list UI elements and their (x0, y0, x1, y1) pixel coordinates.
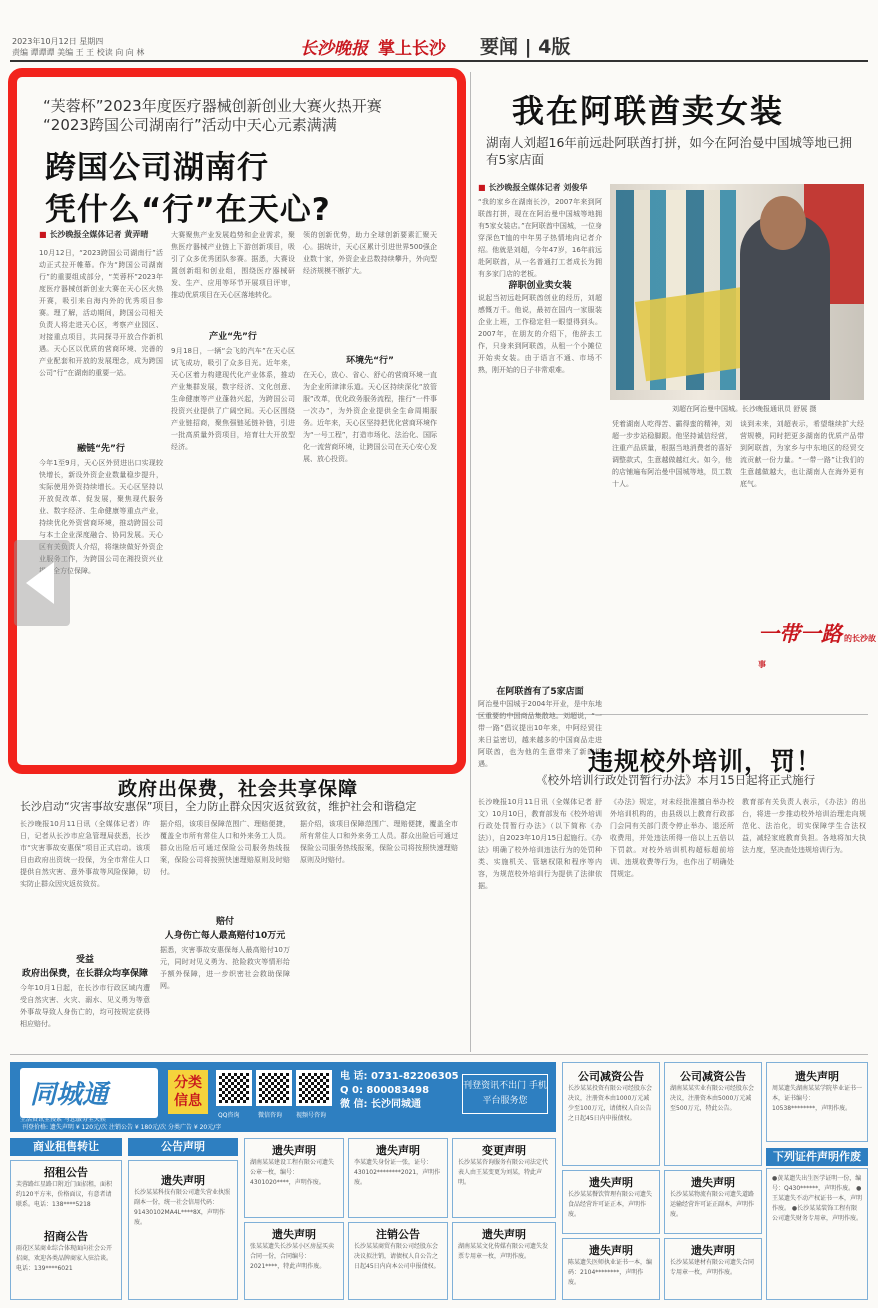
highlighted-article[interactable] (8, 68, 466, 774)
qr-label-video: 视频号咨询 (296, 1112, 327, 1119)
bottom-left-body-4: 据悉，灾害事故安惠保每人最高赔付10万元，同时对见义勇为、抢险救灾等情形给予额外保障，进一步织密社会救助保障网。 (160, 946, 290, 990)
bottom-left-body-3: 据介绍，该项目保障范围广、理赔便捷，覆盖全市所有常住人口和外来务工人员。群众出险后可通过保险公司服务热线报案，保险公司将按照快速理赔原则及时赔付。 (160, 820, 290, 876)
classified-notice: 刊登资讯不出门 手机平台服务您 (462, 1074, 548, 1114)
column-divider (470, 72, 471, 1052)
highlighted-col3-text-2: 在天心，放心、省心、舒心的营商环境一直为企业所津津乐道。天心区持续深化“放管服”改革，优化政务服务流程，推行“一件事一次办”，为外资企业提供全生命周期服务。近年来，天心区坚持把优化营商环境作为“一号工程”，打造市场化、法治化、国际化一流营商环境，让跨国公司在天心安心发展、放心投资。 (303, 371, 437, 463)
belt-road-logo-sub: 的长沙故事 (758, 634, 876, 669)
ad-text: 长沙某某餐饮管理有限公司遗失食品经营许可证正本，声明作废。 (568, 1191, 653, 1218)
ad-title: 遗失声明 (482, 1228, 526, 1241)
ad-text: 湖南某某文化传媒有限公司遗失发票专用章一枚，声明作废。 (458, 1243, 549, 1260)
video-qr-code-icon[interactable] (296, 1070, 332, 1106)
highlighted-subtitle-1: “芙蓉杯”2023年度医疗器械创新创业大赛火热开赛 (43, 97, 382, 115)
highlighted-subtitles (43, 97, 382, 135)
qr-label-qq: QQ咨询 (218, 1112, 240, 1119)
ad-text: 张某某遗失长沙某小区房屋买卖合同一份，合同编号：2021****，特此声明作废。 (250, 1243, 335, 1270)
main-article-body-3-lead: 阿治曼中国城于2004年开业，是中东地区重要的中国商品集散地。刘超说，“一带一路”倡议提出10年来，中阿经贸往来日益密切，越来越多的中国商品走进阿联酋，也为他的生意带来了新的机遇。 (478, 700, 602, 768)
row-divider (10, 1054, 868, 1055)
header-divider (10, 60, 868, 62)
main-article-body-4: 谈到未来，刘超表示，希望继续扩大经营规模，同时把更多湖南的优质产品带到阿联酋，为家乡与中东地区的经贸交流贡献一份力量。“一带一路”让我们的生意越做越大，也让湖南人在海外更有底气。 (740, 420, 864, 488)
highlighted-col3-subhead: 环境先“行” (346, 356, 394, 366)
highlighted-title (45, 147, 331, 231)
photo-caption: 刘超在阿治曼中国城。长沙晚报通讯员 舒展 摄 (672, 405, 817, 413)
bottom-left-subhead-2b: 人身伤亡每人最高赔付10万元 (164, 931, 286, 941)
highlighted-col2-text: 大赛聚焦产业发展趋势和企业需求，聚焦医疗器械产业链上下游创新项目，吸引了众多优秀团队参赛。据悉，大赛设置创新组和创业组，围绕医疗器械研发、生产、应用等环节开展项目评审，推动优质项目在天心区落地转化。 (171, 231, 295, 299)
belt-road-logo (758, 618, 878, 672)
ad-title: 遗失声明 (272, 1228, 316, 1241)
ad-text: 陈某遗失医师执业证书一本，编码：2104********，声明作废。 (568, 1259, 653, 1286)
ad-text: 长沙某某物流有限公司遗失道路运输经营许可证正副本，声明作废。 (670, 1191, 755, 1218)
highlighted-col1-text-2: 今年1至9月，天心区外贸进出口实现较快增长，新设外资企业数量稳步提升，实际使用外资持续增长。天心区坚持以开放促改革、促发展，聚焦现代服务业、数字经济、生命健康等重点产业，持续优化外资营商环境，推动跨国公司与本土企业深度融合、协同发展。天心区有关负责人介绍，将继续做好外资企业服务工作，为跨国公司在湘投资兴业提供全方位保障。 (39, 459, 163, 575)
highlighted-title-line-2: 凭什么“行”在天心? (45, 192, 331, 228)
main-article-intro: “我的家乡在湖南长沙，2007年来到阿联酋打拼，现在在阿治曼中国城等地拥有5家女装店。”在阿联酋中国城，一位身穿深色T恤的中年男子热情地向记者介绍。他就是刘超，今年47岁，16年前远赴阿联酋，从一名普通打工者成长为拥有多家门店的老板。 (478, 198, 602, 278)
main-article-title: 我在阿联酋卖女装 (512, 92, 785, 130)
bottom-left-subtitle: 长沙启动“灾害事故安惠保”项目，全力防止群众因灾返贫致贫，维护社会和谐稳定 (20, 800, 417, 813)
contact-qq: Q 0: 800083498 (340, 1085, 430, 1096)
violation-article-title: 违规校外培训，罚！ (588, 747, 823, 776)
bottom-left-subhead-2: 赔付 (215, 917, 234, 927)
category-certs: 下列证件声明作废 (766, 1148, 868, 1166)
bottom-left-body-2: 今年10月1日起，在长沙市行政区域内遭受自然灾害、火灾、溺水、见义勇为等意外事故导致人身伤亡的，均可按规定获得相应赔付。 (20, 984, 150, 1028)
classified-price-line: 刊登价格: 遗失声明 ¥ 120元/次 注销公告 ¥ 180元/次 分类广告 ¥ 20元/字 (22, 1124, 222, 1131)
ad-title: 遗失声明 (589, 1176, 633, 1189)
paper-slogan: 掌上长沙 (378, 39, 446, 59)
violation-article-subtitle: 《校外培训行政处罚暂行办法》本月15日起将正式施行 (536, 773, 816, 787)
ad-title: 遗失声明 (589, 1244, 633, 1257)
qr-label-wechat: 微信咨询 (258, 1112, 283, 1119)
bottom-left-title: 政府出保费，社会共享保障 (118, 778, 359, 800)
ad-title: 遗失声明 (691, 1176, 735, 1189)
main-article-byline: ■ 长沙晚报全媒体记者 刘俊华 (478, 182, 587, 193)
highlighted-col2-text-2: 9月18日，一辆“会飞的汽车”在天心区试飞成功，吸引了众多目光。近年来，天心区着力构建现代化产业体系，推动产业集群发展，数字经济、文化创意、生命健康等产业蓬勃兴起，为跨国公司投资兴业提供了广阔空间。天心区围绕产业链招商，聚焦强链延链补链，引进一批高质量外资项目，培育壮大开放型经济。 (171, 347, 295, 451)
ad-text: 湖南某某建设工程有限公司遗失公章一枚，编号：4301020****，声明作废。 (250, 1159, 335, 1186)
main-article-photo (610, 184, 864, 400)
main-article-subtitle: 湖南人刘超16年前远赴阿联酋打拼，如今在阿治曼中国城等地已拥有5家店面 (486, 135, 852, 167)
section-label: 要闻 | 4版 (480, 36, 571, 58)
highlighted-col1-text: 10月12日，“2023跨国公司湖南行”活动正式拉开帷幕。作为“跨国公司湖南行”的重要组成部分，“芙蓉杯”2023年度医疗器械创新创业大赛在天心区火热开赛，吸引来自海内外的优秀项目参赛。理了解，活动期间，跨国公司相关负责人将走进天心区，考察产业园区、对接重点项目，共同探寻开放合作新机遇。天心区以优质的营商环境、完善的产业配套和开放的发展理念，成为跨国公司“行”在湖南的重要一站。 (39, 249, 163, 377)
wechat-qr-code-icon[interactable] (256, 1070, 292, 1106)
belt-road-logo-text: 一带一路 (758, 622, 842, 646)
highlighted-title-line-1: 跨国公司湖南行 (45, 150, 269, 186)
ad-text: 雨花区某商业综合体现面向社会公开招商，欢迎各类品牌商家入驻洽谈。电话：139****6021 (16, 1245, 113, 1272)
contact-phone: 电 话: 0731-82206305 (340, 1071, 459, 1082)
category-business: 商业租售转让 (10, 1138, 122, 1156)
shop-owner-head (760, 196, 806, 250)
ad-text: 长沙某某咨询服务有限公司法定代表人由王某变更为刘某，特此声明。 (458, 1159, 549, 1186)
bottom-left-subhead-1b: 政府出保费，在长群众均享保障 (21, 969, 148, 979)
ad-title: 遗失声明 (691, 1244, 735, 1257)
ad-text: 长沙某某建材有限公司遗失合同专用章一枚，声明作废。 (670, 1259, 755, 1276)
ad-title: 遗失声明 (161, 1174, 205, 1187)
ad-title: 遗失声明 (795, 1070, 839, 1083)
ad-title: 注销公告 (376, 1228, 420, 1241)
ad-title: 招租公告 (44, 1166, 88, 1179)
header-date: 2023年10月12日 星期四 (12, 37, 104, 46)
header-editors: 责编 谭谭谭 美编 王 王 校读 向 向 林 (12, 48, 145, 57)
ad-title: 遗失声明 (272, 1144, 316, 1157)
paper-logo (300, 34, 446, 59)
category-public: 公告声明 (128, 1138, 238, 1156)
main-article-subhead-2: 在阿联酋有了5家店面 (496, 687, 584, 697)
ad-text: 李某遗失身份证一张，证号：430102********2021，声明作废。 (354, 1159, 441, 1186)
main-article-subhead-1: 辞职创业卖女装 (508, 281, 572, 291)
bottom-left-body-5: 据介绍，该项目保障范围广、理赔便捷，覆盖全市所有常住人口和外来务工人员。群众出险后可通过保险公司服务热线报案，保险公司将按照快速理赔原则及时赔付。 (300, 820, 458, 864)
ad-text: 长沙某某商贸有限公司经股东会决议拟注销，请债权人自公告之日起45日内向本公司申报债权。 (354, 1243, 440, 1270)
violation-body-3: 教育部有关负责人表示，《办法》的出台，将进一步推动校外培训治理走向规范化、法治化，切实保障学生合法权益，减轻家庭教育负担。各地将加大执法力度，坚决查处违规培训行为。 (742, 798, 866, 854)
highlighted-subtitle-2: “2023跨国公司湖南行”活动中天心元素满满 (43, 116, 337, 134)
ad-text: 长沙某某投资有限公司经股东会决议，注册资本由1000万元减少至100万元，请债权人自公告之日起45日内申报债权。 (568, 1085, 653, 1122)
classified-brand: 同城通 (20, 1068, 158, 1118)
classified-brand-sub: 生活资讯全搜索 与您服务全天候 (20, 1116, 106, 1123)
highlighted-col2-subhead: 产业“先”行 (209, 332, 257, 342)
ad-text: 长沙某某科技有限公司遗失营业执照副本一份，统一社会信用代码：91430102MA4L****8X，声明作废。 (134, 1189, 231, 1226)
main-article-body-1: 说起当初远赴阿联酋创业的经历，刘超感慨万千。他说，最初在国内一家服装企业上班，工作稳定但一眼望得到头。2007年，在朋友的介绍下，他辞去工作，只身来到阿联酋，从租一个小摊位开始卖女装。由于语言不通、市场不熟，刚开始的日子非常艰难。 (478, 294, 602, 374)
classified-ads (10, 1062, 868, 1300)
highlighted-col3-text: 领的创新优势，助力全球创新要素汇聚天心。据统计，天心区累计引进世界500强企业数十家，外资企业总数持续攀升，外向型经济规模不断扩大。 (303, 231, 437, 275)
ad-title: 公司减资公告 (680, 1070, 746, 1083)
ad-title: 公司减资公告 (578, 1070, 644, 1083)
highlighted-byline: ■ 长沙晚报全媒体记者 黄弄晴 (39, 229, 148, 240)
highlighted-col1-subhead: 融链“先”行 (77, 444, 125, 454)
classified-category-tag: 分类信息 (168, 1070, 208, 1114)
main-article-body-2: 凭着湖南人吃得苦、霸得蛮的精神，刘超一步步站稳脚跟。他坚持诚信经营，注重产品质量，根据当地消费者的喜好调整款式，生意越做越红火。如今，他的店铺遍布阿治曼中国城等地，员工数十人。 (612, 420, 732, 488)
paper-name: 长沙晚报 (300, 39, 368, 59)
ad-title: 变更声明 (482, 1144, 526, 1157)
ad-title: 遗失声明 (376, 1144, 420, 1157)
cert-list: ●黄某遗失出生医学证明一份，编号：Q430******，声明作废。 ●王某遗失不动产权证书一本，声明作废。 ●长沙某某装饰工程有限公司遗失财务专用章，声明作废。 (772, 1175, 863, 1222)
bottom-left-subhead-1: 受益 (75, 955, 94, 965)
ad-text: 周某遗失湖南某某学院毕业证书一本，证书编号：10538********，声明作废。 (772, 1085, 863, 1112)
violation-body-1: 长沙晚报10月11日讯（全媒体记者 舒文）10月10日，教育部发布《校外培训行政处罚暂行办法》（以下简称《办法》），自2023年10月15日起施行。《办法》明确了校外培训违法行为的处罚种类、实施机关、管辖权限和程序等内容，为规范校外培训行为提供了法律依据。 (478, 798, 602, 890)
header-meta (12, 36, 212, 58)
ad-text: 芙蓉路红星路口附近门面招租，面积约120平方米，价格面议，有意者请联系。电话：138****5218 (16, 1181, 113, 1208)
classified-contact (340, 1070, 459, 1112)
prev-page-arrow-icon[interactable] (14, 540, 70, 626)
ad-text: 湖南某某实业有限公司经股东会决议，注册资本由5000万元减至500万元，特此公告。 (670, 1085, 755, 1112)
bottom-left-body-1: 长沙晚报10月11日讯（全媒体记者）昨日，记者从长沙市应急管理局获悉，长沙市“灾害事故安惠保”项目正式启动。该项目由政府出资统一投保，为全市常住人口提供自然灾害、意外事故等风险保障，切实防止群众因灾返贫致贫。 (20, 820, 150, 888)
ad-title: 招商公告 (44, 1230, 88, 1243)
yellow-garment (635, 287, 755, 382)
violation-body-2: 《办法》规定，对未经批准擅自举办校外培训机构的，由县级以上教育行政部门会同有关部门责令停止举办、退还所收费用，并处违法所得一倍以上五倍以下罚款。对校外培训机构超标超前培训、违规收费等行为，也作出了明确处罚规定。 (610, 798, 734, 878)
classified-banner (10, 1062, 556, 1132)
contact-wechat: 微 信: 长沙同城通 (340, 1099, 421, 1110)
qq-qr-code-icon[interactable] (216, 1070, 252, 1106)
